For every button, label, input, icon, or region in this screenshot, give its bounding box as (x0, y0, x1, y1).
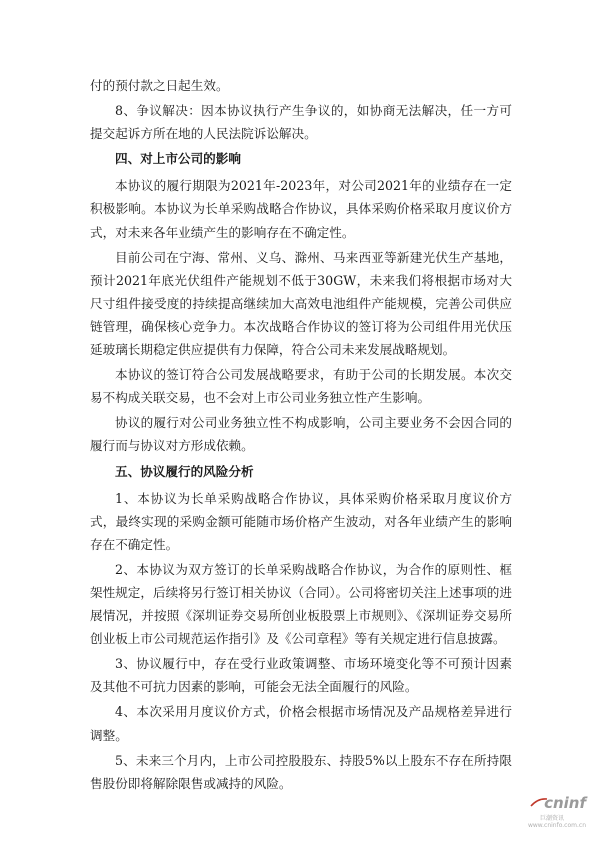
paragraph-risk-4: 4、本次采用月度议价方式，价格会根据市场情况及产品规格差异进行调整。 (90, 704, 512, 743)
section-heading-impact: 四、对上市公司的影响 (115, 151, 241, 167)
paragraph-risk-1: 1、本协议为长单采购战略合作协议，具体采购价格采取月度议价方式，最终实现的采购金额可能随市场价格产生波动，对各年业绩产生的影响存在不确定性。 (90, 490, 512, 552)
watermark-logo: cninf (544, 794, 586, 812)
paragraph-independence: 协议的履行对公司业务独立性不构成影响，公司主要业务不会因合同的履行而与协议对方形成依赖。 (90, 415, 512, 454)
paragraph-dispute-resolution: 8、争议解决：因本协议执行产生争议的，如协商无法解决，任一方可提交起诉方所在地的人民法院诉讼解决。 (90, 103, 512, 142)
paragraph-risk-2: 2、本协议为双方签订的长单采购战略合作协议，为合作的原则性、框架性规定，后续将另行签订相关协议（合同）。公司将密切关注上述事项的进展情况，并按照《深圳证券交易所创业板股票上市规则》、《深圳证券交易所创业板上市公司规范运作指引》及《公司章程》等有关规定进行信息披露。 (90, 561, 512, 647)
cninfo-watermark (516, 794, 586, 836)
paragraph-strategy: 本协议的签订符合公司发展战略要求，有助于公司的长期发展。本次交易不构成关联交易，也不会对上市公司业务独立性产生影响。 (90, 367, 512, 406)
section-heading-risk: 五、协议履行的风险分析 (115, 463, 254, 479)
document-page (90, 74, 512, 797)
watermark-url: www.cninfo.com.cn (527, 822, 586, 829)
paragraph-performance-period: 本协议的履行期限为2021年-2023年，对公司2021年的业绩存在一定积极影响。本协议为长单采购战略合作协议，具体采购价格采取月度议价方式，对未来各年业绩产生的影响存在不确定性。 (90, 178, 512, 240)
paragraph-risk-5: 5、未来三个月内，上市公司控股股东、持股5%以上股东不存在所持限售股份即将解除限售或减持的风险。 (90, 752, 512, 791)
paragraph-continuation: 付的预付款之日起生效。 (90, 78, 229, 93)
paragraph-production-bases: 目前公司在宁海、常州、义乌、滁州、马来西亚等新建光伏生产基地，预计2021年底光伏组件产能规划不低于30GW，未来我们将根据市场对大尺寸组件接受度的持续提高继续加大高效电池组件产能规模，完善公司供应链管理，确保核心竞争力。本次战略合作协议的签订将为公司组件用光伏压延玻璃长期稳定供应提供有力保障，符合公司未来发展战略规划。 (90, 249, 512, 358)
paragraph-risk-3: 3、协议履行中，存在受行业政策调整、市场环境变化等不可预计因素及其他不可抗力因素的影响，可能会无法全面履行的风险。 (90, 656, 512, 695)
watermark-subtitle: 巨潮资讯 (539, 815, 564, 822)
